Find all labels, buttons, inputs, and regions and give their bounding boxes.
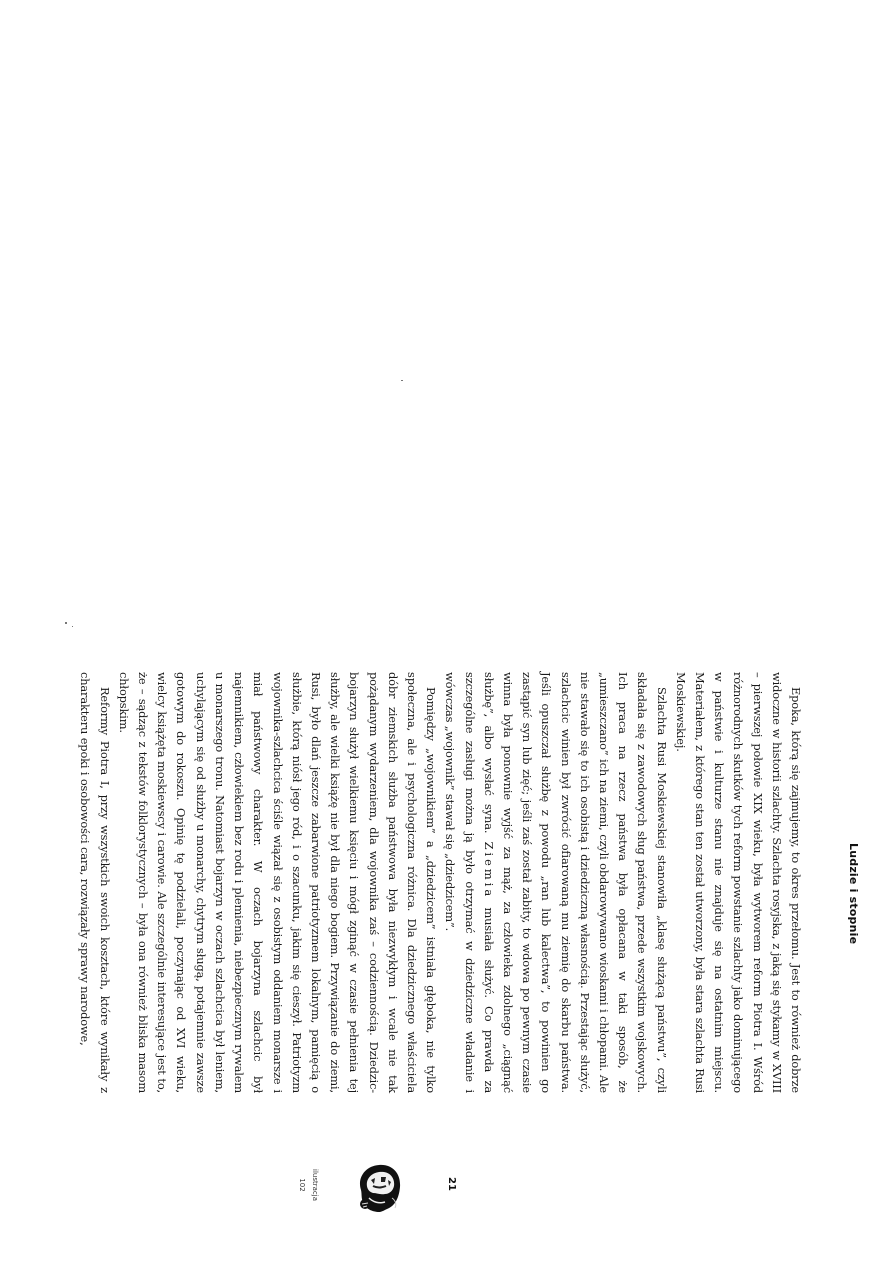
body-text [75, 672, 805, 1093]
emphasized-word: Ziemia [481, 841, 496, 900]
paragraph-4: Reformy Piotra I, przy wszystkich swoich kosztach, które wynikały z charakteru epoki i osobowości cara, rozwiązały sprawy narodowe, [78, 672, 112, 1093]
paragraph-3: Pomiędzy „wojownikiem” a „dziedzicem” istniała głęboka, nie tylko społeczna, ale i psychologiczna różnica. Dla dziedzicznego właściciela dóbr ziemskich służba państwowa była niezwykłym i wcale nie tak pożądanym wydarzeniem, dla wojownika zaś – codziennością. Dziedzic-bojarzyn służył wielkiemu księciu i mógł zginąć w czasie pełnienia tej służby, ale wielki książę nie był dla niego bogiem. Przywiązanie do ziemi, Rusi, było dlań jeszcze zabarwione patriotyzmem lokalnym, pamięcią o służbie, którą niósł jego ród, i o szacunku, jakim się cieszył. Patriotyzm wojownika-szlachcica ściśle wiązał się z osobistym oddaniem monarsze i miał państwowy charakter. W oczach bojarzyna szlachcic był najemnikiem, człowiekiem bez rodu i plemienia, niebezpiecznym rywalem u monarszego tronu. Natomiast bojarzyn w oczach szlachcica był leniem, uchylającym się od służby u monarchy, chytrym sługą, potajemnie zawsze gotowym do rokoszu. Opinię tę podzielali, poczynając od XVI wieku, wielcy książęta moskiewscy i carowie. Ale szczególnie interesujące jest to, że – sądząc z tekstów folklorystycznych – była ona również bliska masom chłopskim. [116, 672, 439, 1093]
scan-speck [72, 626, 73, 627]
paragraph-1: Epoka, którą się zajmujemy, to okres przełomu. Jest to również dobrze widoczne w historii szlachty. Szlachta rosyjska, z jaką się stykamy w XVIII – pierwszej połowie XIX wieku, była wytworem reform Piotra I. Wśród różnorodnych skutków tych reform powstanie szlachty jako dominującego w państwie i kulturze stanu nie znajduje się na ostatnim miejscu. Materiałem, z którego stan ten został utworzony, była stara szlachta Rusi Moskiewskiej. [673, 672, 803, 1093]
paragraph-2-text-after: musiała służyć. Co prawda za szczególne zasługi można ją było otrzymać w dziedziczne władanie i wówczas „wojownik” stawał się „dziedzicem”. [443, 672, 496, 1093]
running-head: Ludzie i stopnie [847, 843, 860, 945]
illustration-caption [295, 1162, 321, 1208]
portrait-illustration-icon [351, 1160, 407, 1216]
page-number: 21 [446, 1177, 457, 1191]
caption-label: ilustracja [311, 1169, 319, 1201]
paragraph-2-text-before: Szlachta Rusi Moskiewskiej stanowiła „klasę służącą państwu”, czyli składała się z zawodowych sług państwa, przede wszystkim wojskowych. Ich praca na rzecz państwa była opłacana w taki sposób, że „umieszczano” ich na ziemi, czyli obdarowywano wioskami i chłopami. Ale nie stawało się to ich osobistą i dziedziczną własnością. Przestając służyć, szlachcic winien był zwrócić ofiarowaną mu ziemię do skarbu państwa. Jeśli opuszczał służbę z powodu „ran lub kalectwa”, to powinien go zastąpić syn lub zięć; jeśli zaś został zabity, to wdowa po pewnym czasie winna była ponownie wyjść za mąż, za człowieka zdolnego „ciągnąć służbę”, albo wysłać syna. [481, 672, 669, 1093]
scan-speck [65, 622, 67, 624]
caption-number: 102 [298, 1178, 306, 1192]
scan-speck [401, 380, 403, 381]
paragraph-2 [440, 672, 670, 1093]
